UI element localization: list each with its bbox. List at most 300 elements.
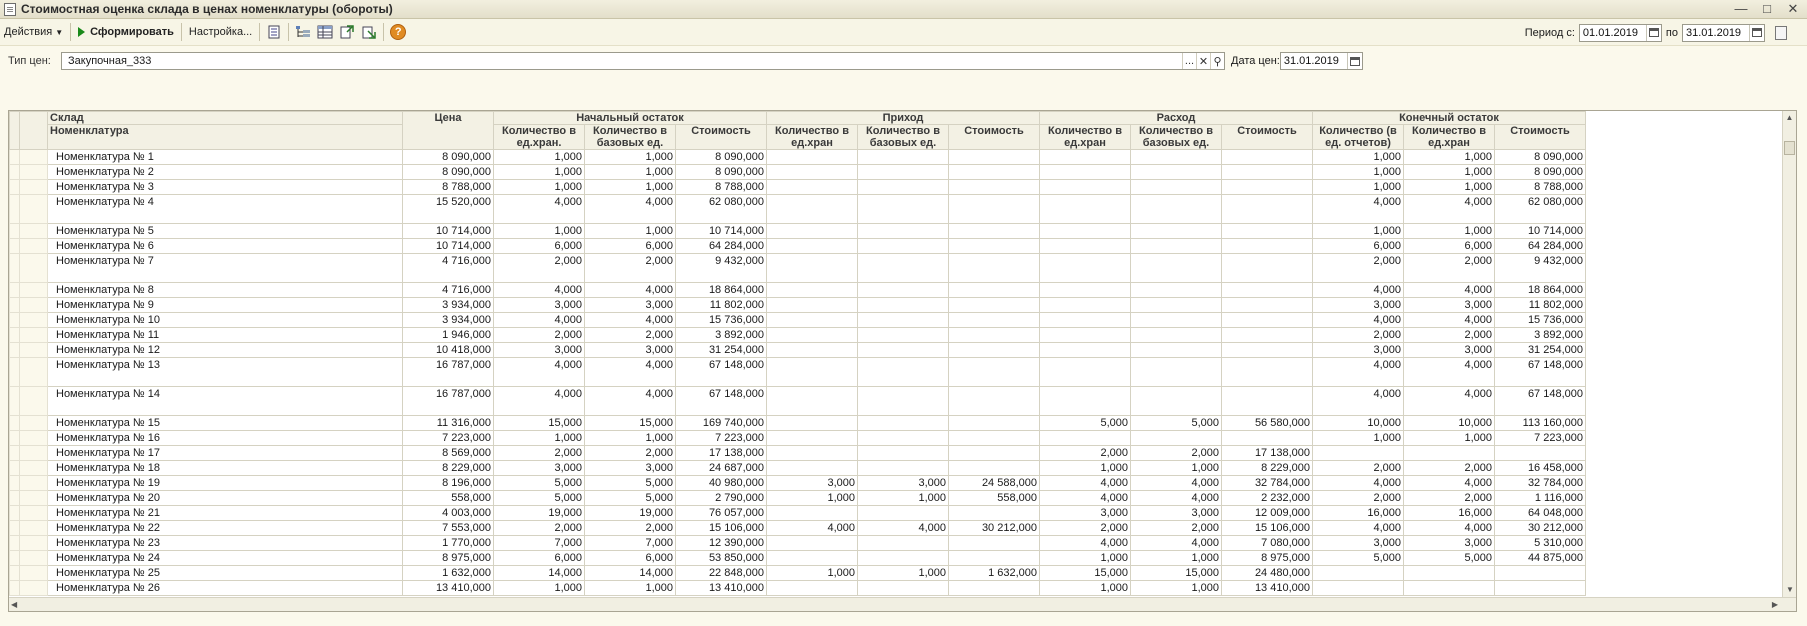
value-cell-s3[interactable]: 22 848,000 [676,566,767,581]
value-cell-i2[interactable]: 1,000 [858,491,949,506]
table-row[interactable] [10,476,1586,491]
value-cell-k2[interactable]: 2,000 [1404,254,1495,283]
value-cell-i3[interactable] [949,283,1040,298]
value-cell-i3[interactable]: 24 588,000 [949,476,1040,491]
value-cell-i1[interactable] [767,551,858,566]
value-cell-s2[interactable]: 1,000 [585,431,676,446]
item-name-cell[interactable]: Номенклатура № 10 [48,313,403,328]
value-cell-s1[interactable]: 1,000 [494,431,585,446]
value-cell-i2[interactable] [858,313,949,328]
value-cell-i1[interactable] [767,313,858,328]
table-row[interactable] [10,313,1586,328]
value-cell-price[interactable]: 10 418,000 [403,343,494,358]
value-cell-s2[interactable]: 4,000 [585,358,676,387]
value-cell-e1[interactable] [1040,165,1131,180]
value-cell-price[interactable]: 1 770,000 [403,536,494,551]
period-from-input[interactable] [1580,27,1646,39]
value-cell-s2[interactable]: 1,000 [585,581,676,596]
value-cell-s2[interactable]: 2,000 [585,328,676,343]
value-cell-i1[interactable] [767,165,858,180]
value-cell-s3[interactable]: 17 138,000 [676,446,767,461]
value-cell-k2[interactable] [1404,581,1495,596]
value-cell-e2[interactable] [1131,165,1222,180]
value-cell-i1[interactable] [767,416,858,431]
value-cell-i2[interactable] [858,446,949,461]
table-row[interactable] [10,461,1586,476]
value-cell-e3[interactable] [1222,358,1313,387]
document-icon[interactable] [1775,26,1787,40]
value-cell-k1[interactable]: 1,000 [1313,165,1404,180]
value-cell-k2[interactable]: 4,000 [1404,521,1495,536]
value-cell-price[interactable]: 13 410,000 [403,581,494,596]
value-cell-i3[interactable] [949,195,1040,224]
value-cell-price[interactable]: 8 196,000 [403,476,494,491]
settings-button[interactable] [185,21,256,43]
value-cell-i2[interactable] [858,254,949,283]
help-button[interactable] [389,23,407,41]
item-name-cell[interactable]: Номенклатура № 8 [48,283,403,298]
value-cell-i2[interactable] [858,239,949,254]
value-cell-k2[interactable]: 4,000 [1404,358,1495,387]
value-cell-price[interactable]: 4 716,000 [403,283,494,298]
item-name-cell[interactable]: Номенклатура № 6 [48,239,403,254]
value-cell-i1[interactable] [767,150,858,165]
value-cell-k2[interactable]: 5,000 [1404,551,1495,566]
value-cell-price[interactable]: 10 714,000 [403,239,494,254]
value-cell-s2[interactable]: 4,000 [585,195,676,224]
value-cell-i2[interactable] [858,551,949,566]
value-cell-s3[interactable]: 8 090,000 [676,150,767,165]
item-name-cell[interactable]: Номенклатура № 24 [48,551,403,566]
value-cell-s1[interactable]: 4,000 [494,358,585,387]
value-cell-k1[interactable] [1313,446,1404,461]
value-cell-price[interactable]: 7 553,000 [403,521,494,536]
value-cell-s1[interactable]: 5,000 [494,491,585,506]
scroll-left-icon[interactable]: ◀ [11,600,18,609]
value-cell-k3[interactable]: 11 802,000 [1495,298,1586,313]
value-cell-s3[interactable]: 62 080,000 [676,195,767,224]
table-row[interactable] [10,491,1586,506]
item-name-cell[interactable]: Номенклатура № 16 [48,431,403,446]
value-cell-e3[interactable] [1222,313,1313,328]
value-cell-k2[interactable]: 3,000 [1404,343,1495,358]
value-cell-i2[interactable] [858,506,949,521]
value-cell-k1[interactable]: 4,000 [1313,283,1404,298]
value-cell-s2[interactable]: 5,000 [585,491,676,506]
value-cell-i3[interactable]: 1 632,000 [949,566,1040,581]
value-cell-k2[interactable]: 4,000 [1404,476,1495,491]
value-cell-s3[interactable]: 67 148,000 [676,387,767,416]
value-cell-k1[interactable]: 3,000 [1313,536,1404,551]
value-cell-e3[interactable]: 13 410,000 [1222,581,1313,596]
value-cell-s3[interactable]: 13 410,000 [676,581,767,596]
value-cell-e3[interactable]: 2 232,000 [1222,491,1313,506]
value-cell-k3[interactable]: 9 432,000 [1495,254,1586,283]
value-cell-k2[interactable]: 2,000 [1404,328,1495,343]
value-cell-k3[interactable] [1495,581,1586,596]
value-cell-k3[interactable]: 10 714,000 [1495,224,1586,239]
value-cell-i3[interactable] [949,343,1040,358]
value-cell-s1[interactable]: 1,000 [494,165,585,180]
value-cell-k3[interactable]: 62 080,000 [1495,195,1586,224]
value-cell-k1[interactable]: 1,000 [1313,224,1404,239]
value-cell-k2[interactable]: 4,000 [1404,283,1495,298]
vertical-scrollbar[interactable] [1782,111,1796,611]
value-cell-s1[interactable]: 4,000 [494,283,585,298]
value-cell-s2[interactable]: 15,000 [585,416,676,431]
tree-structure-icon[interactable] [294,23,312,41]
value-cell-i3[interactable] [949,461,1040,476]
value-cell-i2[interactable] [858,431,949,446]
value-cell-i2[interactable]: 3,000 [858,476,949,491]
calendar-icon[interactable] [1749,25,1764,41]
price-type-field[interactable] [61,52,1225,70]
value-cell-s2[interactable]: 4,000 [585,387,676,416]
value-cell-price[interactable]: 8 090,000 [403,150,494,165]
value-cell-price[interactable]: 15 520,000 [403,195,494,224]
value-cell-i3[interactable] [949,150,1040,165]
value-cell-s1[interactable]: 4,000 [494,313,585,328]
value-cell-s3[interactable]: 10 714,000 [676,224,767,239]
value-cell-s1[interactable]: 19,000 [494,506,585,521]
value-cell-i3[interactable] [949,165,1040,180]
value-cell-k1[interactable]: 1,000 [1313,180,1404,195]
value-cell-s3[interactable]: 67 148,000 [676,358,767,387]
value-cell-s2[interactable]: 2,000 [585,254,676,283]
value-cell-i1[interactable]: 1,000 [767,491,858,506]
item-name-cell[interactable]: Номенклатура № 2 [48,165,403,180]
value-cell-price[interactable]: 10 714,000 [403,224,494,239]
value-cell-e2[interactable] [1131,328,1222,343]
value-cell-price[interactable]: 16 787,000 [403,358,494,387]
item-name-cell[interactable]: Номенклатура № 3 [48,180,403,195]
table-row[interactable] [10,254,1586,283]
value-cell-k3[interactable]: 113 160,000 [1495,416,1586,431]
value-cell-s1[interactable]: 3,000 [494,298,585,313]
value-cell-e3[interactable]: 17 138,000 [1222,446,1313,461]
value-cell-s2[interactable]: 2,000 [585,521,676,536]
value-cell-k1[interactable]: 2,000 [1313,461,1404,476]
value-cell-e3[interactable]: 7 080,000 [1222,536,1313,551]
table-row[interactable] [10,431,1586,446]
value-cell-i3[interactable] [949,431,1040,446]
value-cell-e2[interactable]: 3,000 [1131,506,1222,521]
table-row[interactable] [10,150,1586,165]
value-cell-k1[interactable] [1313,566,1404,581]
value-cell-i3[interactable]: 558,000 [949,491,1040,506]
value-cell-k1[interactable]: 5,000 [1313,551,1404,566]
horizontal-scrollbar[interactable] [9,597,1796,611]
value-cell-i1[interactable] [767,195,858,224]
value-cell-k2[interactable] [1404,566,1495,581]
value-cell-s3[interactable]: 53 850,000 [676,551,767,566]
value-cell-s2[interactable]: 3,000 [585,298,676,313]
value-cell-s3[interactable]: 11 802,000 [676,298,767,313]
value-cell-s2[interactable]: 1,000 [585,150,676,165]
value-cell-e3[interactable] [1222,343,1313,358]
value-cell-k3[interactable] [1495,566,1586,581]
value-cell-e2[interactable] [1131,180,1222,195]
value-cell-i2[interactable] [858,358,949,387]
select-ellipsis-icon[interactable]: ... [1182,53,1196,69]
table-row[interactable] [10,180,1586,195]
value-cell-i3[interactable] [949,254,1040,283]
value-cell-price[interactable]: 1 946,000 [403,328,494,343]
value-cell-k2[interactable]: 1,000 [1404,165,1495,180]
table-row[interactable] [10,165,1586,180]
search-icon[interactable]: ⚲ [1210,53,1224,69]
value-cell-e1[interactable] [1040,180,1131,195]
scroll-up-icon[interactable]: ▲ [1785,113,1794,122]
value-cell-k1[interactable]: 2,000 [1313,491,1404,506]
value-cell-s3[interactable]: 76 057,000 [676,506,767,521]
value-cell-i3[interactable] [949,581,1040,596]
value-cell-s3[interactable]: 3 892,000 [676,328,767,343]
value-cell-i3[interactable] [949,328,1040,343]
period-to-field[interactable] [1682,24,1765,42]
clear-icon[interactable]: ✕ [1196,53,1210,69]
item-name-cell[interactable]: Номенклатура № 21 [48,506,403,521]
value-cell-k3[interactable]: 8 788,000 [1495,180,1586,195]
period-to-input[interactable] [1683,27,1749,39]
value-cell-i2[interactable] [858,195,949,224]
value-cell-k3[interactable]: 7 223,000 [1495,431,1586,446]
value-cell-s3[interactable]: 31 254,000 [676,343,767,358]
value-cell-e2[interactable]: 1,000 [1131,581,1222,596]
value-cell-s3[interactable]: 64 284,000 [676,239,767,254]
value-cell-k1[interactable]: 4,000 [1313,358,1404,387]
value-cell-e1[interactable] [1040,239,1131,254]
value-cell-e2[interactable] [1131,358,1222,387]
value-cell-s2[interactable]: 6,000 [585,551,676,566]
value-cell-i3[interactable] [949,536,1040,551]
report-icon[interactable] [265,23,283,41]
generate-button[interactable] [74,21,178,43]
table-row[interactable] [10,387,1586,416]
value-cell-s2[interactable]: 1,000 [585,165,676,180]
value-cell-k3[interactable]: 16 458,000 [1495,461,1586,476]
value-cell-k1[interactable]: 3,000 [1313,298,1404,313]
value-cell-i1[interactable] [767,328,858,343]
value-cell-s3[interactable]: 24 687,000 [676,461,767,476]
value-cell-e1[interactable] [1040,313,1131,328]
item-name-cell[interactable]: Номенклатура № 17 [48,446,403,461]
value-cell-e3[interactable] [1222,298,1313,313]
value-cell-s1[interactable]: 1,000 [494,180,585,195]
value-cell-i3[interactable] [949,446,1040,461]
value-cell-e3[interactable]: 56 580,000 [1222,416,1313,431]
item-name-cell[interactable]: Номенклатура № 23 [48,536,403,551]
table-row[interactable] [10,581,1586,596]
value-cell-price[interactable]: 8 569,000 [403,446,494,461]
import-icon[interactable] [360,23,378,41]
table-icon[interactable] [316,23,334,41]
value-cell-s1[interactable]: 4,000 [494,195,585,224]
value-cell-k3[interactable]: 8 090,000 [1495,150,1586,165]
value-cell-e2[interactable]: 1,000 [1131,461,1222,476]
value-cell-s1[interactable]: 2,000 [494,254,585,283]
item-name-cell[interactable]: Номенклатура № 12 [48,343,403,358]
value-cell-k2[interactable]: 2,000 [1404,461,1495,476]
item-name-cell[interactable]: Номенклатура № 15 [48,416,403,431]
value-cell-s1[interactable]: 1,000 [494,581,585,596]
value-cell-s2[interactable]: 2,000 [585,446,676,461]
value-cell-k3[interactable]: 3 892,000 [1495,328,1586,343]
value-cell-e3[interactable] [1222,328,1313,343]
value-cell-e3[interactable]: 24 480,000 [1222,566,1313,581]
value-cell-e2[interactable]: 15,000 [1131,566,1222,581]
value-cell-k3[interactable]: 8 090,000 [1495,165,1586,180]
value-cell-i1[interactable] [767,446,858,461]
value-cell-e2[interactable] [1131,298,1222,313]
value-cell-s1[interactable]: 15,000 [494,416,585,431]
value-cell-k2[interactable]: 3,000 [1404,298,1495,313]
value-cell-i1[interactable]: 4,000 [767,521,858,536]
value-cell-e2[interactable] [1131,313,1222,328]
value-cell-i2[interactable] [858,536,949,551]
value-cell-e3[interactable] [1222,254,1313,283]
value-cell-price[interactable]: 8 788,000 [403,180,494,195]
value-cell-i3[interactable] [949,506,1040,521]
value-cell-s3[interactable]: 12 390,000 [676,536,767,551]
value-cell-e2[interactable]: 4,000 [1131,536,1222,551]
value-cell-e3[interactable] [1222,283,1313,298]
value-cell-k1[interactable]: 4,000 [1313,195,1404,224]
item-name-cell[interactable]: Номенклатура № 7 [48,254,403,283]
value-cell-s1[interactable]: 1,000 [494,150,585,165]
table-row[interactable] [10,506,1586,521]
value-cell-k1[interactable]: 1,000 [1313,431,1404,446]
value-cell-k1[interactable]: 10,000 [1313,416,1404,431]
value-cell-e1[interactable] [1040,224,1131,239]
value-cell-e2[interactable] [1131,239,1222,254]
value-cell-i3[interactable]: 30 212,000 [949,521,1040,536]
value-cell-s1[interactable]: 5,000 [494,476,585,491]
value-cell-s2[interactable]: 4,000 [585,313,676,328]
value-cell-e1[interactable]: 2,000 [1040,521,1131,536]
value-cell-i3[interactable] [949,387,1040,416]
value-cell-price[interactable]: 8 975,000 [403,551,494,566]
value-cell-e1[interactable]: 5,000 [1040,416,1131,431]
value-cell-e2[interactable]: 2,000 [1131,446,1222,461]
value-cell-k1[interactable]: 1,000 [1313,150,1404,165]
value-cell-e2[interactable]: 5,000 [1131,416,1222,431]
value-cell-e2[interactable] [1131,431,1222,446]
value-cell-i1[interactable] [767,239,858,254]
value-cell-e1[interactable] [1040,195,1131,224]
value-cell-s2[interactable]: 19,000 [585,506,676,521]
value-cell-s3[interactable]: 2 790,000 [676,491,767,506]
table-row[interactable] [10,416,1586,431]
value-cell-s1[interactable]: 2,000 [494,328,585,343]
value-cell-k2[interactable]: 6,000 [1404,239,1495,254]
value-cell-k1[interactable]: 4,000 [1313,521,1404,536]
value-cell-e1[interactable] [1040,387,1131,416]
item-name-cell[interactable]: Номенклатура № 14 [48,387,403,416]
value-cell-s2[interactable]: 1,000 [585,180,676,195]
value-cell-price[interactable]: 1 632,000 [403,566,494,581]
value-cell-i1[interactable] [767,224,858,239]
value-cell-k3[interactable]: 44 875,000 [1495,551,1586,566]
item-name-cell[interactable]: Номенклатура № 20 [48,491,403,506]
value-cell-i1[interactable] [767,298,858,313]
item-name-cell[interactable]: Номенклатура № 22 [48,521,403,536]
item-name-cell[interactable]: Номенклатура № 18 [48,461,403,476]
value-cell-e2[interactable]: 4,000 [1131,476,1222,491]
value-cell-k2[interactable]: 16,000 [1404,506,1495,521]
value-cell-price[interactable]: 16 787,000 [403,387,494,416]
value-cell-k3[interactable]: 18 864,000 [1495,283,1586,298]
value-cell-k1[interactable]: 4,000 [1313,313,1404,328]
table-row[interactable] [10,551,1586,566]
value-cell-s2[interactable]: 3,000 [585,343,676,358]
value-cell-price[interactable]: 8 090,000 [403,165,494,180]
table-row[interactable] [10,239,1586,254]
table-row[interactable] [10,446,1586,461]
scroll-down-icon[interactable]: ▼ [1786,585,1794,594]
value-cell-e3[interactable] [1222,165,1313,180]
value-cell-i2[interactable]: 1,000 [858,566,949,581]
value-cell-k1[interactable]: 16,000 [1313,506,1404,521]
value-cell-k3[interactable]: 30 212,000 [1495,521,1586,536]
value-cell-e1[interactable] [1040,283,1131,298]
value-cell-e1[interactable] [1040,431,1131,446]
value-cell-price[interactable]: 8 229,000 [403,461,494,476]
value-cell-s1[interactable]: 4,000 [494,387,585,416]
value-cell-e3[interactable]: 8 975,000 [1222,551,1313,566]
value-cell-i2[interactable] [858,461,949,476]
value-cell-e1[interactable] [1040,254,1131,283]
value-cell-s1[interactable]: 6,000 [494,239,585,254]
value-cell-i1[interactable] [767,431,858,446]
value-cell-i1[interactable] [767,283,858,298]
report-grid[interactable] [8,110,1797,612]
table-row[interactable] [10,195,1586,224]
item-name-cell[interactable]: Номенклатура № 13 [48,358,403,387]
value-cell-i3[interactable] [949,416,1040,431]
value-cell-i2[interactable] [858,298,949,313]
value-cell-k2[interactable]: 1,000 [1404,150,1495,165]
value-cell-s3[interactable]: 169 740,000 [676,416,767,431]
value-cell-s3[interactable]: 8 090,000 [676,165,767,180]
value-cell-s2[interactable]: 5,000 [585,476,676,491]
price-type-value[interactable]: Закупочная_333 [68,55,152,67]
value-cell-e2[interactable] [1131,195,1222,224]
value-cell-e3[interactable]: 32 784,000 [1222,476,1313,491]
price-date-field[interactable] [1280,52,1363,70]
minimize-icon[interactable]: — [1734,1,1748,16]
value-cell-s1[interactable]: 3,000 [494,343,585,358]
value-cell-k3[interactable]: 64 048,000 [1495,506,1586,521]
value-cell-k2[interactable]: 1,000 [1404,431,1495,446]
value-cell-s2[interactable]: 14,000 [585,566,676,581]
value-cell-k1[interactable]: 3,000 [1313,343,1404,358]
value-cell-e1[interactable] [1040,328,1131,343]
value-cell-i2[interactable] [858,224,949,239]
value-cell-s1[interactable]: 2,000 [494,446,585,461]
value-cell-e2[interactable] [1131,254,1222,283]
value-cell-price[interactable]: 7 223,000 [403,431,494,446]
item-name-cell[interactable]: Номенклатура № 4 [48,195,403,224]
value-cell-e3[interactable] [1222,180,1313,195]
value-cell-e2[interactable] [1131,343,1222,358]
value-cell-i1[interactable] [767,254,858,283]
value-cell-k3[interactable]: 5 310,000 [1495,536,1586,551]
value-cell-i3[interactable] [949,180,1040,195]
value-cell-s3[interactable]: 40 980,000 [676,476,767,491]
value-cell-i2[interactable] [858,150,949,165]
value-cell-k3[interactable]: 64 284,000 [1495,239,1586,254]
